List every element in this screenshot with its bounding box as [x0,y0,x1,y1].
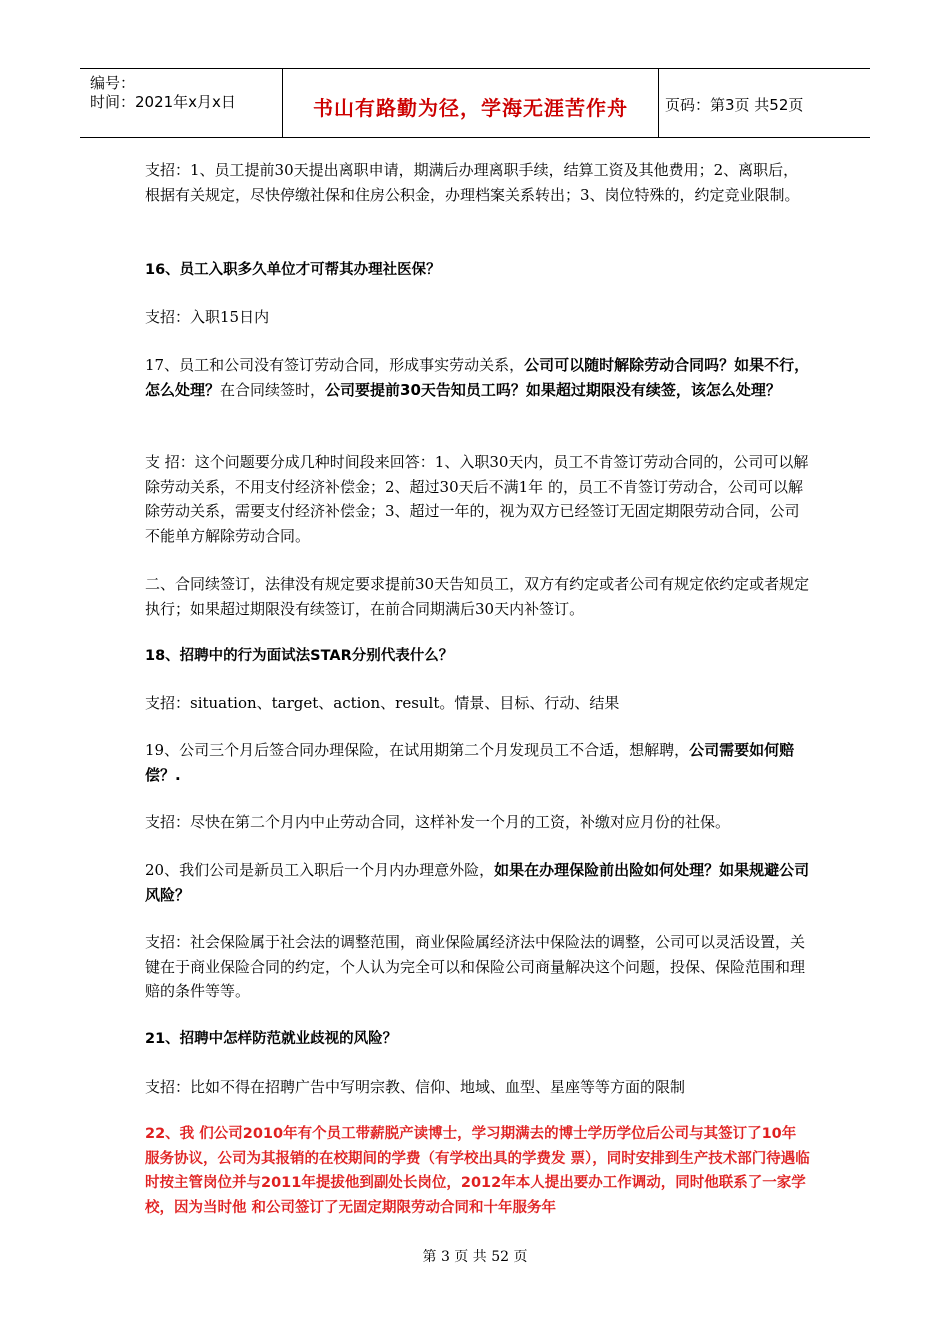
question-17 [145,353,810,402]
answer-21: 支招：比如不得在招聘广告中写明宗教、信仰、地域、血型、星座等等方面的限制 [145,1078,686,1096]
answer-17-part-2: 二、合同续签订，法律没有规定要求提前30天告知员工，双方有约定或者公司有规定依约定或者规定执行；如果超过期限没有续签订，在前合同期满后30天内补签订。 [145,575,810,618]
question-19 [145,738,810,787]
question-20-bold: 如果在办理保险前出险如何处理？如果规避公司风险？ [145,861,810,904]
answer-19: 支招：尽快在第二个月内中止劳动合同，这样补发一个月的工资，补缴对应月份的社保。 [145,813,731,831]
paragraph-answer-15: 支招：1、员工提前30天提出离职申请，期满后办理离职手续，结算工资及其他费用；2、离职后，根据有关规定，尽快停缴社保和住房公积金，办理档案关系转出；3、岗位特殊的，约定竞业限制。 [145,161,800,204]
page-footer: 第 3 页 共 52 页 [422,1249,528,1265]
question-17-bold-2: 公司要提前30天告知员工吗？如果超过期限没有续签，该怎么处理？ [325,380,781,399]
question-20 [145,858,810,907]
header-table [80,68,870,138]
answer-16: 支招：入职15日内 [145,308,270,326]
question-17-bold-1: 公司可以随时解除劳动合同吗？如果不行，怎么处理？ [145,356,810,399]
header-page-cell [659,69,870,137]
answer-17-part-1: 支 招：这个问题要分成几种时间段来回答：1、入职30天内，员工不肯签订劳动合同的，公司可以解除劳动关系，不用支付经济补偿金；2、超过30天后不满1年 的，员工不肯签订劳动合，公司可以解除劳动关系，需要支付经济补偿金；3、超过一年的，视为双方已经签订无固定期限劳动合同，公司不能单方解除劳动合同。 [145,453,809,545]
answer-18: 支招：situation、target、action、result。情景、目标、行动、结果 [145,694,620,712]
header-motto-cell [283,69,659,137]
question-21: 21、招聘中怎样防范就业歧视的风险？ [145,1031,398,1047]
question-17-text-1: 17、员工和公司没有签订劳动合同，形成事实劳动关系， [145,356,525,374]
question-19-bold: 公司需要如何赔偿？. [145,741,795,784]
question-19-text: 19、公司三个月后签合同办理保险，在试用期第二个月发现员工不合适，想解聘， [145,741,690,759]
document-date: 时间：2021年x月x日 [90,93,236,111]
question-18: 18、招聘中的行为面试法STAR分别代表什么？ [145,648,454,664]
answer-20: 支招：社会保险属于社会法的调整范围，商业保险属经济法中保险法的调整，公司可以灵活设置，关键在于商业保险合同的约定，个人认为完全可以和保险公司商量解决这个问题，投保、保险范围和理赔的条件等等。 [145,933,806,1000]
header-page-number: 页码：第3页 共52页 [665,96,804,114]
question-16: 16、员工入职多久单位才可帮其办理社医保？ [145,262,441,278]
document-number: 编号： [90,74,136,92]
question-20-text: 20、我们公司是新员工入职后一个月内办理意外险， [145,861,495,879]
question-22: 22、我 们公司2010年有个员工带薪脱产读博士，学习期满去的博士学历学位后公司与其签订了10年服务协议，公司为其报销的在校期间的学费（有学校出具的学费发 票），同时安排到生产技术部门待遇临时按主管岗位并与2011年提拔他到副处长岗位，2012年本人提出要办工作调动，同时他联系了一家学校，因为当时他 和公司签订了无固定期限劳动合同和十年服务年 [145,1126,810,1216]
question-17-text-2: 在合同续签时， [220,380,326,399]
header-meta-cell [80,69,283,137]
motto: 书山有路勤为径，学海无涯苦作舟 [313,96,628,120]
